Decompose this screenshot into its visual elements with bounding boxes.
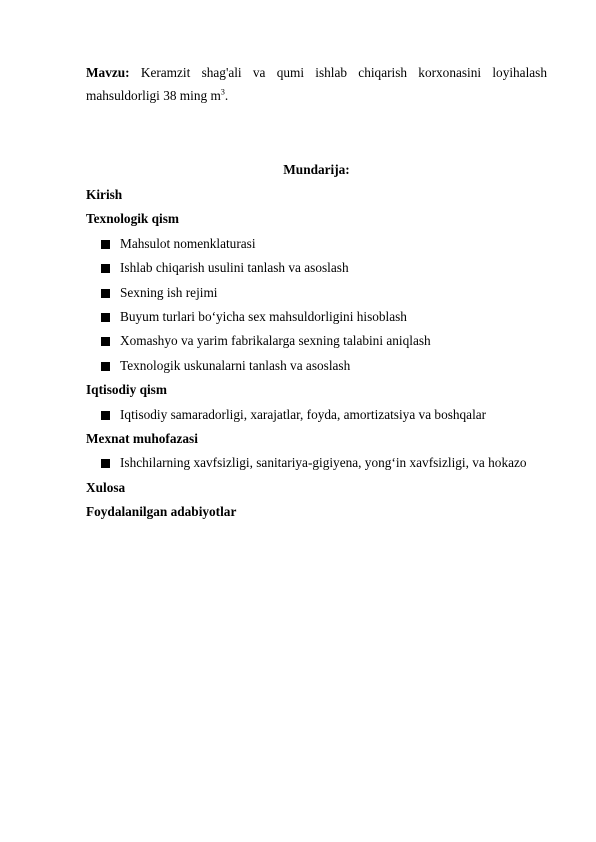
- topic-end: .: [224, 88, 229, 103]
- toc-item: [86, 329, 566, 353]
- square-bullet-icon: [101, 411, 110, 420]
- toc-item: [86, 403, 566, 427]
- toc-section-kirish: Kirish: [86, 187, 123, 202]
- table-of-contents: [86, 183, 566, 525]
- toc-item-label: Xomashyo va yarim fabrikalarga sexning talabini aniqlash: [120, 333, 431, 349]
- toc-item-label: Texnologik uskunalarni tanlash va asoslash: [120, 357, 351, 373]
- toc-item-label: Sexning ish rejimi: [120, 284, 218, 300]
- toc-item-label: Buyum turlari bo‘yicha sex mahsuldorligini hisoblash: [120, 309, 407, 325]
- toc-item-label: Mahsulot nomenklaturasi: [120, 235, 256, 251]
- toc-item-label: Ishlab chiqarish usulini tanlash va asoslash: [120, 260, 349, 276]
- toc-item-label: Ishchilarning xavfsizligi, sanitariya-gigiyena, yong‘in xavfsizligi, va hokazo: [120, 455, 527, 471]
- toc-item: [86, 305, 566, 329]
- toc-section-mexnat: Mexnat muhofazasi: [86, 431, 198, 447]
- square-bullet-icon: [101, 459, 110, 468]
- toc-section-adabiyotlar: Foydalanilgan adabiyotlar: [86, 504, 237, 520]
- toc-item: [86, 354, 566, 378]
- square-bullet-icon: [101, 362, 110, 371]
- toc-section-texnologik: Texnologik qism: [86, 211, 179, 227]
- toc-item: [86, 232, 566, 256]
- square-bullet-icon: [101, 240, 110, 249]
- square-bullet-icon: [101, 313, 110, 322]
- topic-superscript: 3: [220, 87, 225, 97]
- topic-label: Mavzu:: [86, 65, 130, 80]
- toc-section-xulosa: Xulosa: [86, 479, 126, 495]
- toc-item: [86, 451, 566, 475]
- square-bullet-icon: [101, 264, 110, 273]
- square-bullet-icon: [101, 289, 110, 298]
- square-bullet-icon: [101, 337, 110, 346]
- toc-section-iqtisodiy: Iqtisodiy qism: [86, 382, 167, 398]
- toc-item-label: Iqtisodiy samaradorligi, xarajatlar, foyda, amortizatsiya va boshqalar: [120, 406, 487, 422]
- toc-item: [86, 256, 566, 280]
- topic-text: Keramzit shag'ali va qumi ishlab chiqarish korxonasini loyihalash mahsuldorligi 38 ming m: [86, 65, 547, 103]
- toc-title: Mundarija:: [283, 162, 350, 177]
- toc-item: [86, 281, 566, 305]
- topic-paragraph: [86, 61, 547, 107]
